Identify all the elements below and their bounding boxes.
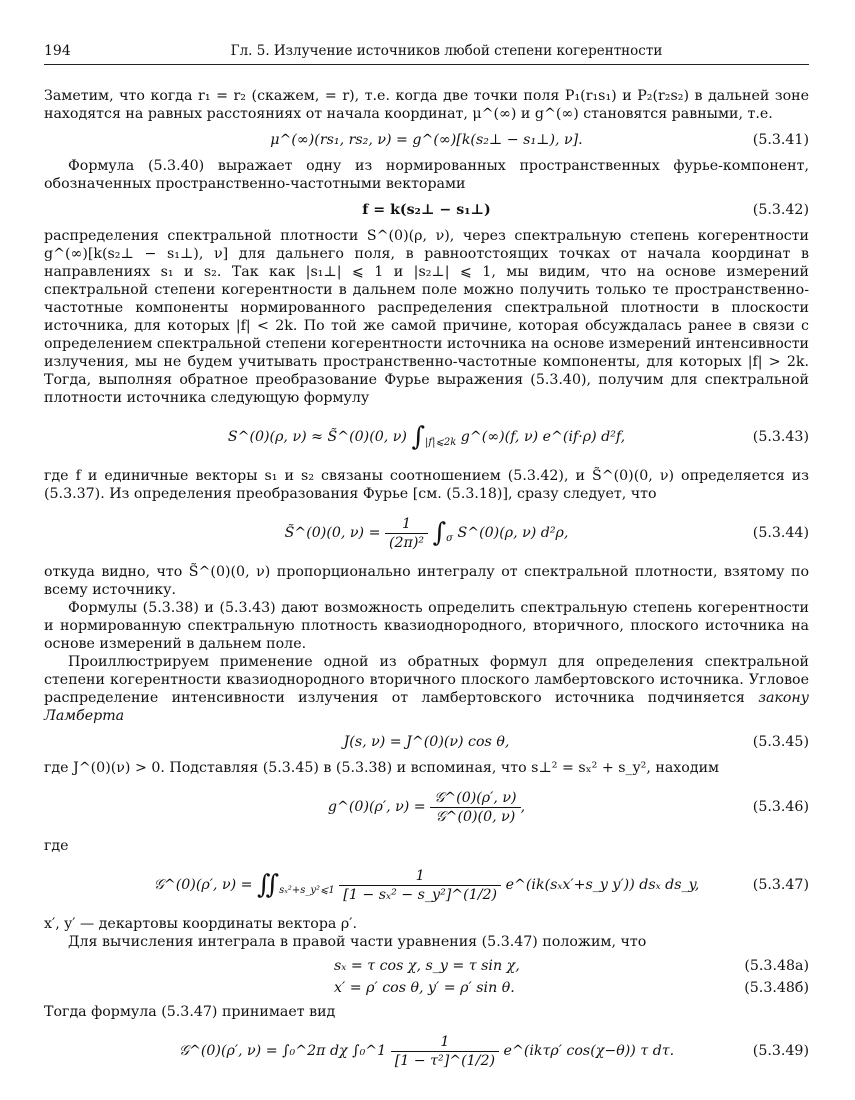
equation-body: sₓ = τ cos χ, s_y = τ sin χ, <box>334 958 520 974</box>
equation-lhs: 𝒢^(0)(ρ′, ν) = <box>153 877 253 893</box>
equation-number: (5.3.46) <box>752 799 809 815</box>
equation-number: (5.3.45) <box>752 734 809 750</box>
equation-body: x′ = ρ′ cos θ, y′ = ρ′ sin θ. <box>334 980 515 996</box>
equation-rhs: e^(ikτρ′ cos(χ−θ)) τ dτ. <box>503 1043 675 1059</box>
page-header <box>44 40 809 65</box>
fraction <box>430 789 520 826</box>
paragraph-unit-vectors: где f и единичные векторы s₁ и s₂ связаны соотношением (5.3.42), и S̃^(0)(0, ν) определяется из (5.3.37). Из определения преобразования Фурье [см. (5.3.18)], сразу следует, что <box>44 468 809 502</box>
integral-limit: |f|⩽2k <box>425 437 457 448</box>
equation-tail: , <box>520 799 526 815</box>
integral-limit: σ <box>446 533 453 544</box>
equation-5-3-46 <box>44 783 809 831</box>
integral-limit: sₓ²+s_y²⩽1 <box>279 885 335 896</box>
paragraph-intro: Заметим, что когда r₁ = r₂ (скажем, = r), т.е. когда две точки поля P₁(r₁s₁) и P₂(r₂s₂) в дальней зоне находятся на равных расстояниях от начала координат, μ^(∞) и g^(∞) становятся равными, т.е. <box>44 88 809 122</box>
equation-5-3-48 <box>44 955 809 999</box>
numerator: 1 <box>385 515 428 534</box>
denominator: (2π)² <box>388 534 425 551</box>
equation-5-3-48b <box>44 977 809 999</box>
equation-lhs: g^(0)(ρ′, ν) = <box>327 799 426 815</box>
lambert-intro-text: Проиллюстрируем применение одной из обратных формул для определения спектральной степени когерентности квазиоднородного вторичного плоского ламбертовского источника. Угловое распределение интенсивности излучения от ламбертовского источника подчиняется <box>44 654 809 706</box>
integral-chi: ∫₀^2π dχ <box>282 1043 348 1059</box>
equation-lhs: S̃^(0)(0, ν) = <box>284 525 381 541</box>
fraction <box>391 1033 499 1070</box>
equation-lhs: S^(0)(ρ, ν) ≈ S̃^(0)(0, ν) <box>227 429 407 445</box>
paragraph-substitution: где J^(0)(ν) > 0. Подставляя (5.3.45) в (5.3.38) и вспоминая, что s⊥² = sₓ² + s_y², находим <box>44 760 720 776</box>
lambert-law-term: закону Ламберта <box>44 690 809 724</box>
paragraph-formulas: Формулы (5.3.38) и (5.3.43) дают возможность определить спектральную степень когерентности и нормированную спектральную плотность квазиоднородного, вторичного, плоского источника на основе измерений в дальнем поле. <box>44 600 809 652</box>
equation-number: (5.3.47) <box>752 877 809 893</box>
integral-tau: ∫₀^1 <box>352 1043 387 1059</box>
fraction <box>385 515 428 552</box>
equation-number: (5.3.48а) <box>744 958 809 974</box>
equation-number: (5.3.48б) <box>744 980 809 996</box>
equation-5-3-45 <box>44 731 809 753</box>
equation-5-3-48a <box>44 955 809 977</box>
equation-rhs: g^(∞)(f, ν) e^(if·ρ) d²f, <box>460 429 626 445</box>
equation-body: f = k(s₂⊥ − s₁⊥) <box>362 202 491 218</box>
page <box>44 40 809 1081</box>
equation-rhs: e^(ik(sₓx′+s_y y′)) dsₓ ds_y, <box>505 877 700 893</box>
page-number: 194 <box>44 43 71 59</box>
equation-number: (5.3.41) <box>752 132 809 148</box>
denominator: 𝒢^(0)(0, ν) <box>435 808 516 825</box>
equation-5-3-47 <box>44 861 809 909</box>
equation-5-3-43 <box>44 413 809 461</box>
equation-rhs: S^(0)(ρ, ν) d²ρ, <box>457 525 569 541</box>
equation-number: (5.3.49) <box>752 1043 809 1059</box>
double-integral-sign: ∬ <box>257 870 280 900</box>
paragraph-fourier-components: Формула (5.3.40) выражает одну из нормированных пространственных фурье-компонент, обозначенных пространственно-частотными векторами <box>44 158 809 192</box>
denominator: [1 − τ²]^(1/2) <box>394 1052 496 1069</box>
paragraph-where: где <box>44 838 69 854</box>
equation-body: μ^(∞)(rs₁, rs₂, ν) = g^(∞)[k(s₂⊥ − s₁⊥), ν]. <box>270 132 583 148</box>
equation-number: (5.3.42) <box>752 202 809 218</box>
equation-5-3-44 <box>44 509 809 557</box>
equation-number: (5.3.44) <box>752 525 809 541</box>
numerator: 𝒢^(0)(ρ′, ν) <box>430 789 520 808</box>
running-title: Гл. 5. Излучение источников любой степени когерентности <box>230 43 663 59</box>
equation-5-3-49 <box>44 1027 809 1075</box>
paragraph-proportional: откуда видно, что S̃^(0)(0, ν) пропорционально интегралу от спектральной плотности, взятому по всему источнику. <box>44 564 809 598</box>
equation-5-3-41 <box>44 129 809 151</box>
paragraph-then: Тогда формула (5.3.47) принимает вид <box>44 1004 336 1020</box>
equation-number: (5.3.43) <box>752 429 809 445</box>
numerator: 1 <box>391 1033 499 1052</box>
integral-sign: ∫ <box>432 518 447 548</box>
paragraph-spectral-density: распределения спектральной плотности S^(0)(ρ, ν), через спектральную степень когерентности g^(∞)[k(s₂⊥ − s₁⊥), ν] для дальнего поля, в равноотстоящих точках от начала координат в направлениях s₁ и s₂. Так как |s₁⊥| ⩽ 1 и |s₂⊥| ⩽ 1, мы видим, что на основе измерений спектральной степени когерентности в дальнем поле можно получить только те пространственно-частотные компоненты нормированного распределения спектральной плотности в плоскости источника, для которых |f| < 2k. По той же самой причине, которая обсуждалась ранее в связи с определением спектральной степени когерентности источника на основе измерений интенсивности излучения, мы не будем учитывать пространственно-частотные компоненты, для которых |f| > 2k. Тогда, выполняя обратное преобразование Фурье выражения (5.3.40), получим для спектральной плотности источника следующую формулу <box>44 228 809 406</box>
denominator: [1 − sₓ² − s_y²]^(1/2) <box>343 886 498 903</box>
fraction <box>339 867 501 904</box>
integral-sign: ∫ <box>411 422 426 452</box>
numerator: 1 <box>339 867 501 886</box>
paragraph-cartesian: x′, y′ — декартовы координаты вектора ρ′. <box>44 916 357 932</box>
equation-lhs: 𝒢^(0)(ρ′, ν) = <box>178 1043 278 1059</box>
equation-body: J(s, ν) = J^(0)(ν) cos θ, <box>343 734 510 750</box>
equation-5-3-42 <box>44 199 809 221</box>
paragraph-lambert-intro <box>44 653 809 725</box>
paragraph-evaluation: Для вычисления интеграла в правой части уравнения (5.3.47) положим, что <box>68 934 647 950</box>
